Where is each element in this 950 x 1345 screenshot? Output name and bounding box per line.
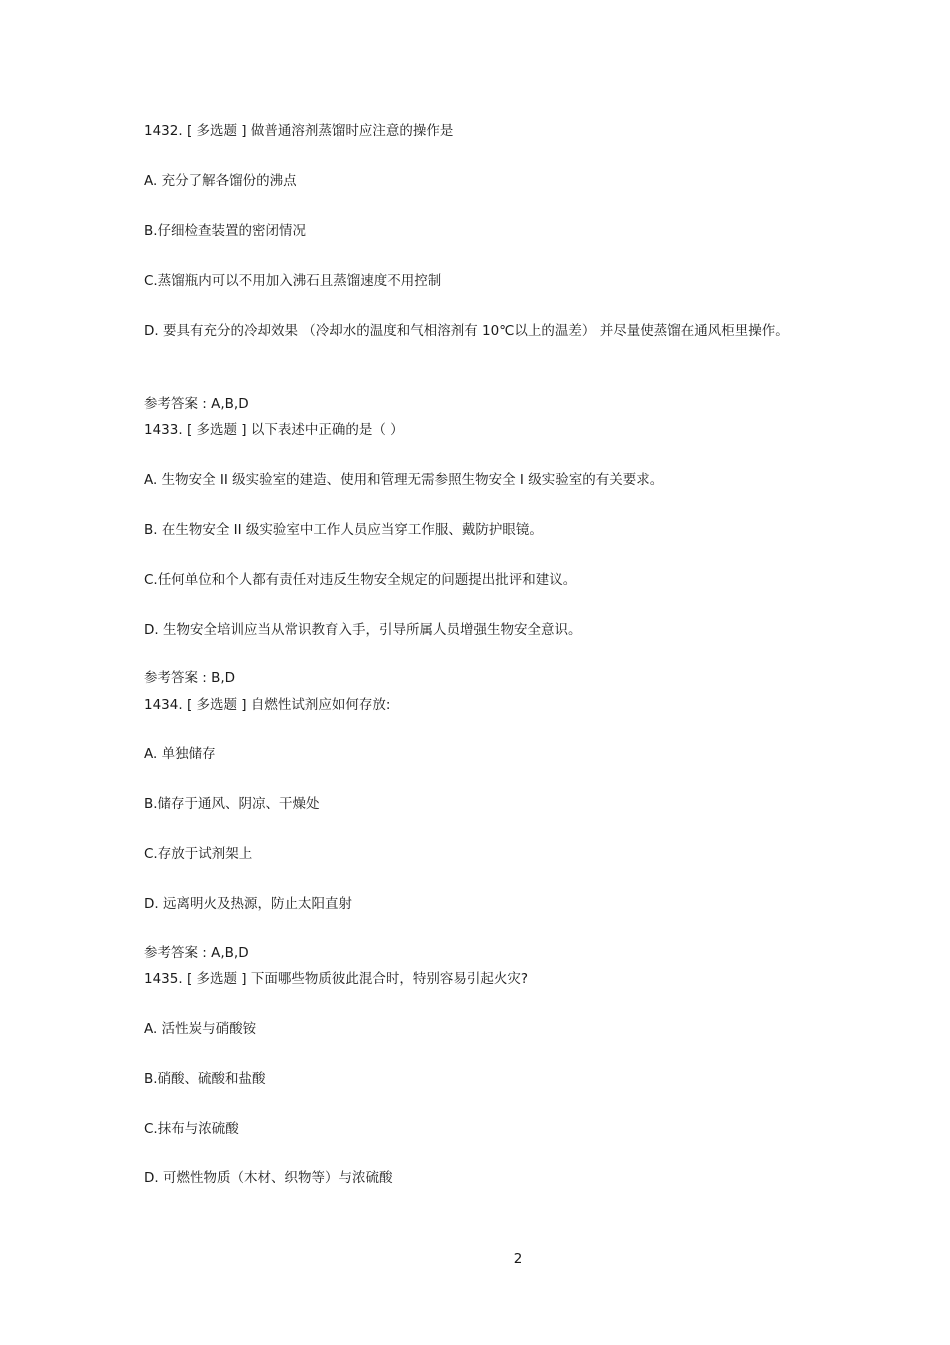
option-c: C.抹布与浓硫酸: [144, 1121, 239, 1137]
option-b: B.仔细检查装置的密闭情况: [144, 223, 307, 239]
option-d: D. 生物安全培训应当从常识教育入手，引导所属人员增强生物安全意识。: [144, 622, 582, 638]
answer: 参考答案 : A,B,D: [144, 396, 249, 412]
option-c: C.任何单位和个人都有责任对违反生物安全规定的问题提出批评和建议。: [144, 572, 577, 588]
question-stem: 1433. [ 多选题 ] 以下表述中正确的是（ ）: [144, 422, 404, 438]
question-stem: 1435. [ 多选题 ] 下面哪些物质彼此混合时，特别容易引起火灾?: [144, 971, 529, 987]
option-a: A. 活性炭与硝酸铵: [144, 1021, 257, 1037]
question-stem: 1434. [ 多选题 ] 自燃性试剂应如何存放:: [144, 697, 391, 713]
option-d: D. 可燃性物质（木材、织物等）与浓硫酸: [144, 1170, 393, 1186]
option-b: B.储存于通风、阴凉、干燥处: [144, 796, 320, 812]
option-a: A. 充分了解各馏份的沸点: [144, 173, 297, 189]
option-c: C.存放于试剂架上: [144, 846, 253, 862]
option-b: B.硝酸、硫酸和盐酸: [144, 1071, 266, 1087]
answer: 参考答案 : B,D: [144, 670, 236, 686]
page-number: 2: [513, 1251, 523, 1267]
option-a: A. 生物安全 II 级实验室的建造、使用和管理无需参照生物安全 I 级实验室的有关要求。: [144, 472, 664, 488]
option-d: D. 要具有充分的冷却效果 （冷却水的温度和气相溶剂有 10℃以上的温差） 并尽量使蒸馏在通风柜里操作。: [144, 323, 789, 339]
option-b: B. 在生物安全 II 级实验室中工作人员应当穿工作服、戴防护眼镜。: [144, 522, 543, 538]
option-c: C.蒸馏瓶内可以不用加入沸石且蒸馏速度不用控制: [144, 273, 442, 289]
option-a: A. 单独储存: [144, 746, 216, 762]
option-d: D. 远离明火及热源，防止太阳直射: [144, 896, 352, 912]
question-stem: 1432. [ 多选题 ] 做普通溶剂蒸馏时应注意的操作是: [144, 123, 454, 139]
answer: 参考答案 : A,B,D: [144, 945, 249, 961]
